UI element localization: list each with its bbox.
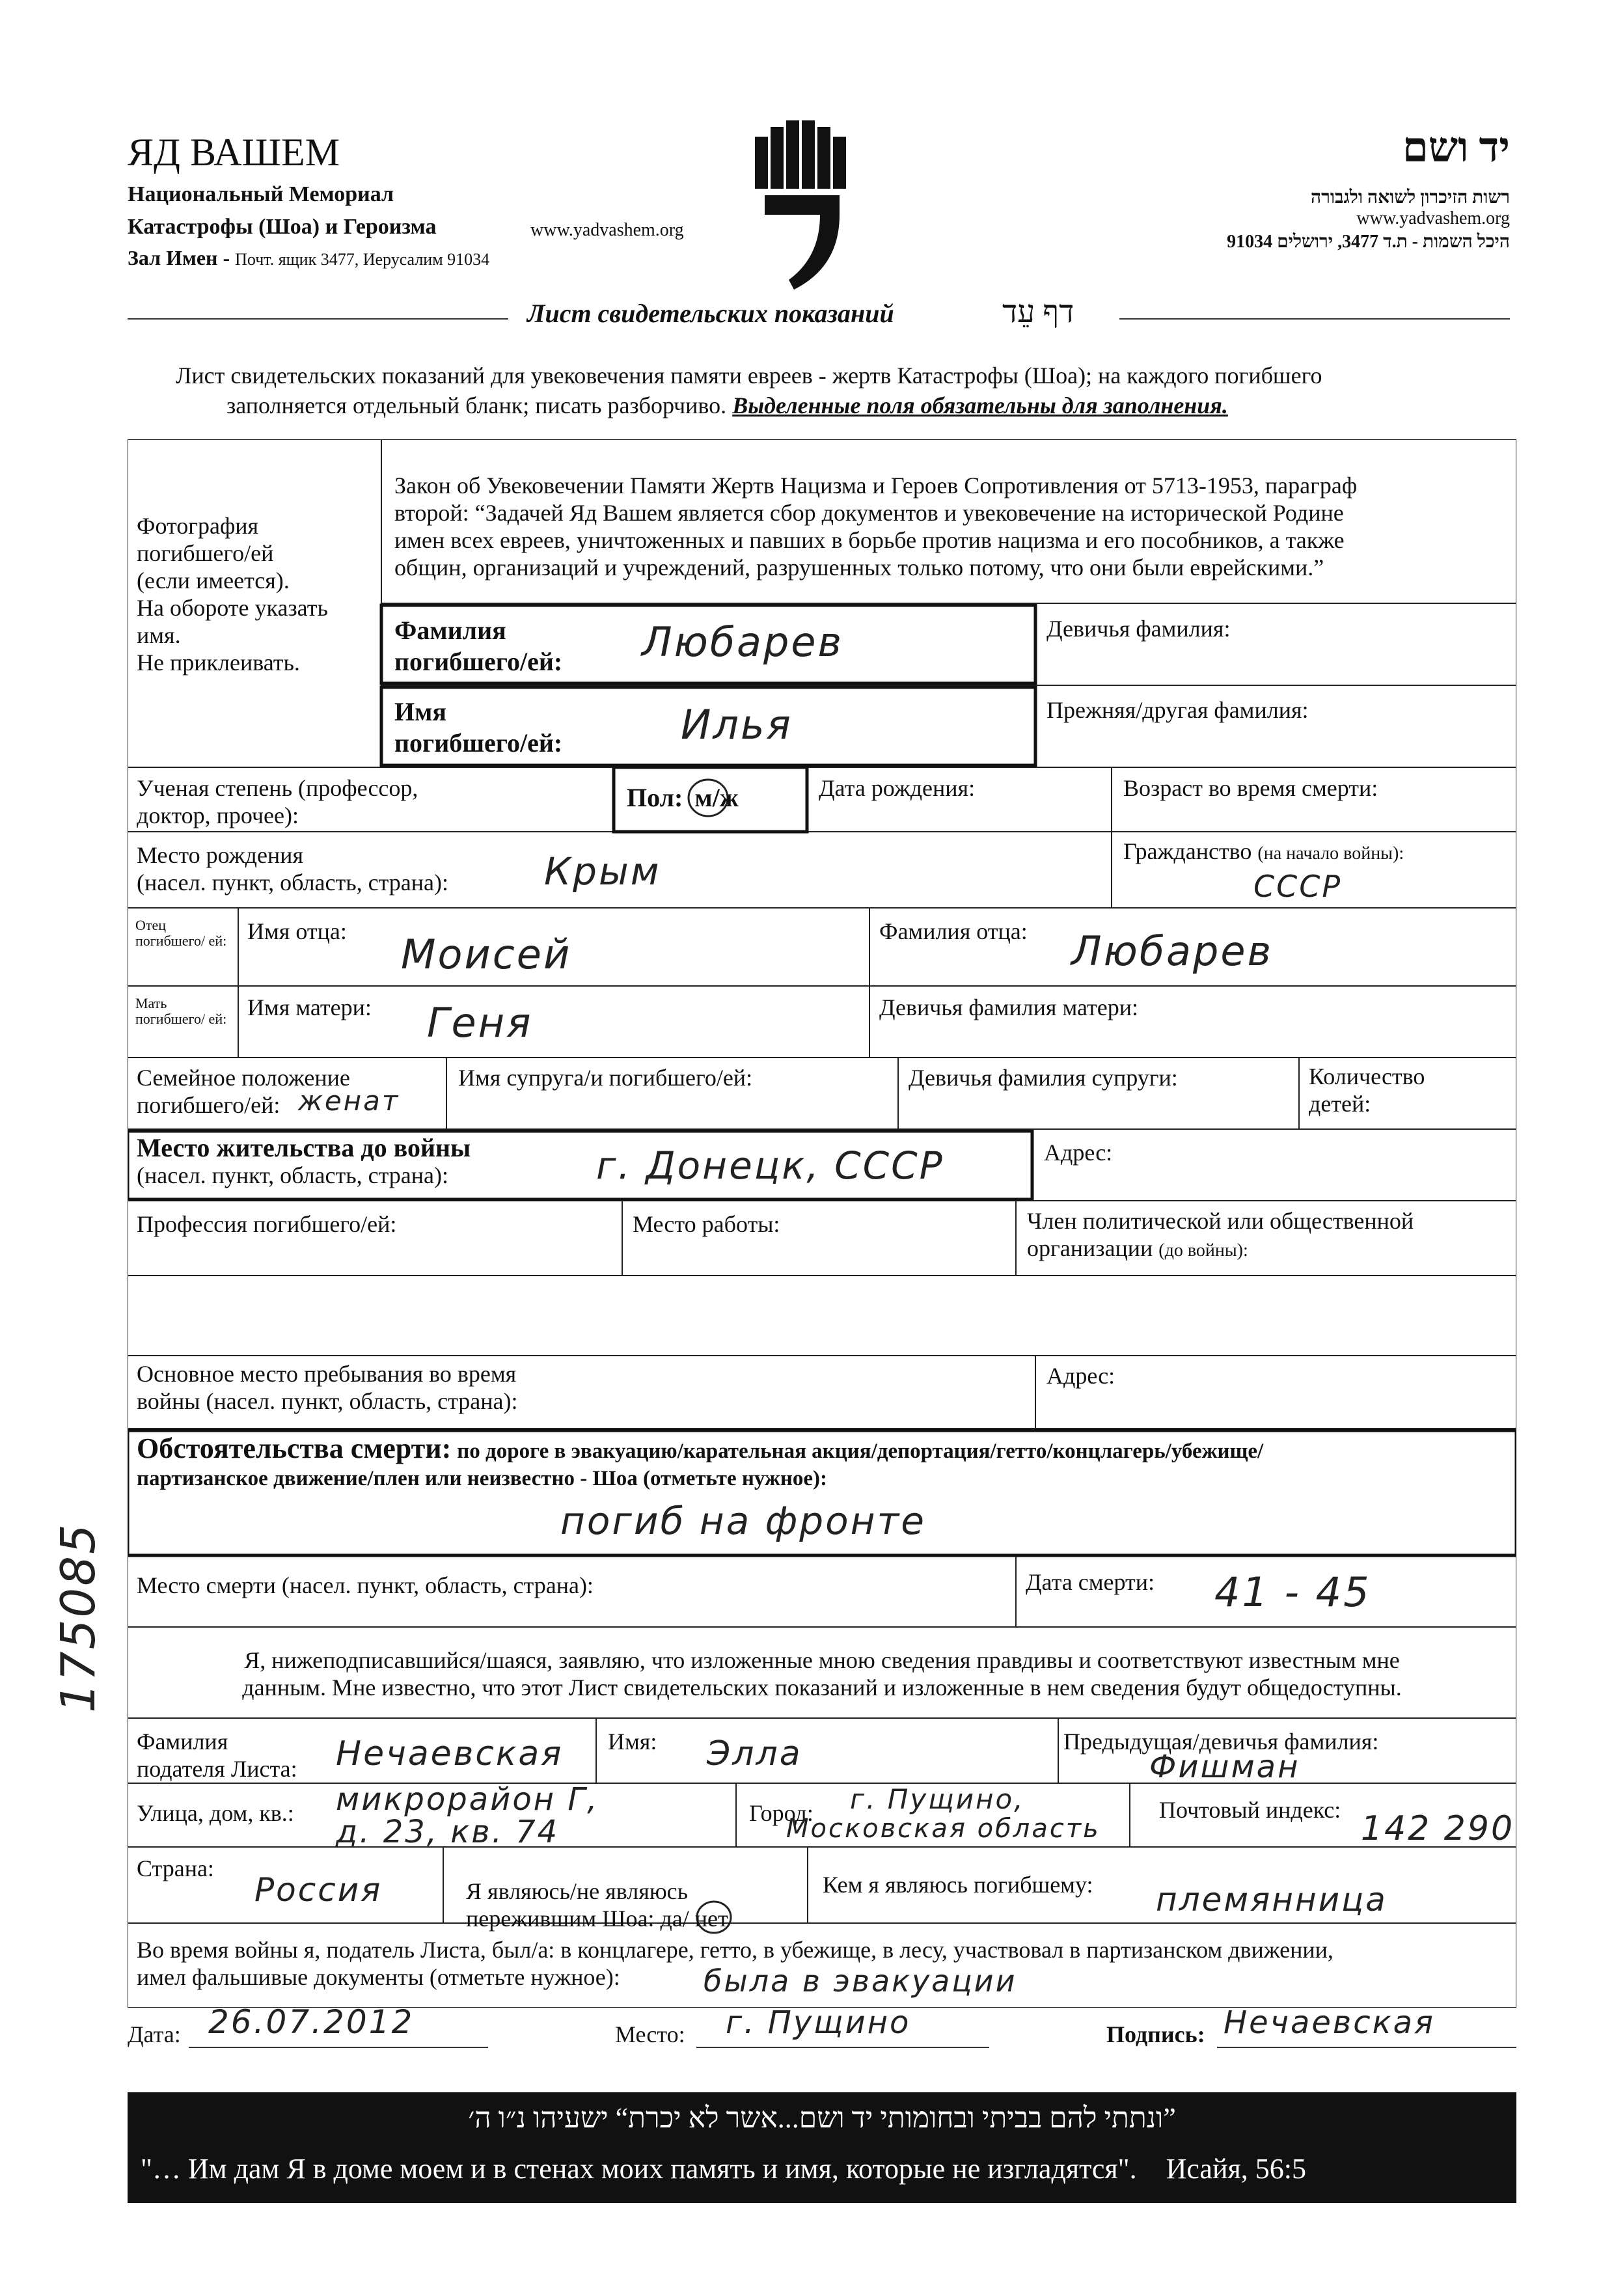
law-line-3: имен всех евреев, уничтоженных и павших в борьбе против нацизма и его пособников, а также [394,527,1345,553]
country-label: Страна: [137,1855,214,1881]
membership-label-2: организации [1027,1235,1153,1261]
org-name-ru: ЯД ВАШЕМ [128,131,340,174]
street-value-1[interactable]: микрорайон Г, [336,1781,599,1818]
first-name-value[interactable]: Илья [681,701,793,748]
place-underline [696,2047,989,2048]
city-label: Город: [749,1800,814,1826]
place-value[interactable]: г. Пущино [726,2004,911,2041]
street-value-2[interactable]: д. 23, кв. 74 [336,1814,560,1850]
submitter-prev-label: Предыдущая/девичья фамилия: [1063,1729,1379,1755]
photo-note-3: (если имеется). [137,567,290,594]
spouse-name-label: Имя супруга/и погибшего/ей: [458,1065,753,1091]
gender-label: Пол: [627,783,683,812]
law-line-4: общин, организаций и учреждений, разрушенных только потому, что они были еврейскими.” [394,554,1324,581]
wartime-place-label-2: войны (насел. пункт, область, страна): [137,1388,518,1414]
birthplace-label-1: Место рождения [137,842,304,868]
wartime-place-label-1: Основное место пребывания во время [137,1361,517,1387]
circumstances-options-2: партизанское движение/плен или неизвестно - Шоа (отметьте нужное): [137,1467,827,1490]
degree-label [137,774,418,829]
birthplace-value[interactable]: Крым [544,849,661,894]
profession-label: Профессия погибшего/ей: [137,1211,397,1237]
authority-he: רשות הזיכרון לשואה ולגבורה [1310,187,1510,208]
submitter-name-value[interactable]: Элла [707,1734,802,1773]
memorial-line2: Катастрофы (Шоа) и Героизма [128,215,437,239]
submitter-surname-label [137,1728,297,1783]
intro-line1: Лист свидетельских показаний для увековечения памяти евреев - жертв Катастрофы (Шоа); на каждого погибшего [176,362,1322,389]
photo-note-1: Фотография [137,513,259,539]
surname-value[interactable]: Любарев [642,618,844,666]
mother-name-value[interactable]: Геня [427,999,533,1046]
birthplace-label-2: (насел. пункт, область, страна): [137,869,449,895]
marital-label-1: Семейное положение [137,1065,350,1091]
mother-name-label: Имя матери: [247,994,372,1020]
death-place-label: Место смерти (насел. пункт, область, страна): [137,1572,594,1598]
marital-label-2: погибшего/ей: [137,1092,280,1118]
country-value[interactable]: Россия [254,1871,383,1909]
required-note: Выделенные поля обязательны для заполнения. [732,392,1228,418]
citizenship-label-text: Гражданство [1123,838,1252,864]
father-side-label: Отец погибшего/ ей: [135,917,227,949]
survivor-label-1: Я являюсь/не являюсь [466,1878,689,1904]
hall-line [128,246,489,270]
survivor-no[interactable]: / нет [682,1906,728,1932]
submitter-surname-label-1: Фамилия [137,1729,228,1755]
prewar-residence-label-1: Место жительства до войны [137,1133,471,1162]
degree-label-2: доктор, прочее): [137,802,299,828]
children-label [1309,1063,1425,1117]
sign-value[interactable]: Нечаевская [1224,2004,1435,2041]
submitter-surname-label-2: подателя Листа: [137,1756,297,1782]
photo-note-6: Не приклеивать. [137,649,300,676]
wartime-place-label [137,1360,518,1415]
law-line-1: Закон об Увековечении Памяти Жертв Нацизма и Героев Сопротивления от 5713-1953, параграф [394,472,1358,499]
menorah-logo [748,117,859,293]
surname-label [394,615,562,677]
membership-note: (до войны): [1158,1240,1248,1261]
declaration-line-1: Я, нижеподписавшийся/шаяся, заявляю, что изложенные мною сведения правдивы и соответствуют известным мне [244,1647,1400,1673]
death-date-value[interactable]: 41 - 45 [1214,1568,1371,1616]
photo-note-2: погибшего/ей [137,540,274,566]
gender-m[interactable]: м [694,783,713,812]
law-text [394,472,1357,581]
footer-ru [141,2152,1306,2185]
first-name-label-1: Имя [394,697,446,726]
form-title: Лист свидетельских показаний [527,299,894,328]
website: www.yadvashem.org [530,220,684,240]
mother-maiden-label: Девичья фамилия матери: [879,994,1139,1020]
wartime-self-value[interactable]: была в эвакуации [704,1963,1017,1999]
survivor-label[interactable] [466,1878,728,1932]
sign-label: Подпись: [1106,2021,1205,2047]
wartime-self-line-1: Во время войны я, податель Листа, был/а: в концлагере, гетто, в убежище, в лесу, участвовал в партизанском движении, [137,1937,1334,1963]
submitter-name-label: Имя: [608,1729,657,1755]
father-name-value[interactable]: Моисей [401,931,572,978]
membership-label [1027,1207,1414,1264]
circumstances-options-1: по дороге в эвакуацию/карательная акция/депортация/гетто/концлагерь/убежище/ [457,1440,1264,1463]
gender-f[interactable]: ж [719,783,739,812]
workplace-label: Место работы: [633,1211,780,1237]
website-he: www.yadvashem.org [1356,208,1510,228]
prev-surname-label: Прежняя/другая фамилия: [1046,697,1309,723]
submitter-prev-value[interactable]: Фишман [1149,1749,1300,1785]
photo-note [137,512,328,676]
father-surname-label: Фамилия отца: [879,918,1028,944]
maiden-name-label: Девичья фамилия: [1046,616,1231,642]
footer-he: ”ונתתי להם בביתי ובחומותי יד ושם...אשר לא יכרת“ ישעיהו נ״ו ה׳ [468,2102,1176,2134]
relation-label: Кем я являюсь погибшему: [823,1872,1093,1898]
circumstances-label [137,1432,1264,1492]
citizenship-note: (на начало войны): [1257,843,1404,864]
photo-note-4: На обороте указать [137,595,328,621]
marital-value[interactable]: женат [298,1085,400,1117]
birthplace-label [137,841,448,896]
spouse-maiden-label: Девичья фамилия супруги: [909,1065,1178,1091]
circumstances-value[interactable]: погиб на фронте [560,1499,926,1543]
gender-field[interactable] [627,784,739,812]
hall-label: Зал Имен - [128,246,230,269]
wartime-self-line-2: имел фальшивые документы (отметьте нужное): [137,1964,620,1990]
first-name-label [394,696,562,759]
gender-sep: / [712,783,720,812]
citizenship-label [1123,838,1404,868]
footer-banner [128,2092,1516,2203]
mother-side-label: Мать погибшего/ ей: [135,995,227,1027]
submitter-surname-value[interactable]: Нечаевская [336,1734,564,1773]
prewar-residence-label-2: (насел. пункт, область, страна): [137,1162,449,1188]
form-title-he: דף עֵד [1002,295,1074,329]
city-value-2[interactable]: Московская область [786,1814,1101,1844]
postal-label: Почтовый индекс: [1159,1797,1341,1823]
hall-he: היכל השמות - ת.ד 3477, ירושלים 91034 [1227,232,1510,252]
wartime-address-label: Адрес: [1046,1363,1115,1389]
place-label: Место: [615,2021,685,2047]
death-date-label: Дата смерти: [1026,1569,1155,1595]
postal-value[interactable]: 142 290 [1361,1809,1515,1848]
prewar-address-label: Адрес: [1044,1140,1113,1166]
photo-note-5: имя. [137,622,181,648]
memorial-line1: Национальный Мемориал [128,182,394,206]
relation-value[interactable]: племянница [1156,1881,1388,1919]
first-name-label-2: погибшего/ей: [394,728,563,758]
intro-line2-text: заполняется отдельный бланк; писать разборчиво. [226,392,727,418]
org-name-he: יד ושם [1402,124,1510,171]
father-surname-value[interactable]: Любарев [1071,927,1274,975]
margin-number: 175085 [51,1522,105,1713]
survivor-yes[interactable]: да [660,1906,683,1932]
sign-underline [1217,2047,1516,2048]
date-value[interactable]: 26.07.2012 [208,2003,415,2041]
prewar-residence-label [137,1134,471,1189]
street-label: Улица, дом, кв.: [137,1800,294,1826]
law-line-2: второй: “Задачей Яд Вашем является сбор документов и увековечение на исторической Родине [394,500,1344,526]
children-label-1: Количество [1309,1063,1425,1089]
father-name-label: Имя отца: [247,918,347,944]
date-label: Дата: [128,2021,181,2047]
degree-label-1: Ученая степень (профессор, [137,775,418,801]
surname-label-2: погибшего/ей: [394,647,563,676]
declaration-line-2: данным. Мне известно, что этот Лист свидетельских показаний и изложенные в нем сведения будут общедоступны. [242,1674,1402,1701]
title-rule-right [1119,318,1510,320]
age-at-death-label: Возраст во время смерти: [1123,775,1378,801]
city-value-1[interactable]: г. Пущино, [850,1783,1025,1815]
form-grid [128,439,1516,2008]
date-underline [189,2047,488,2048]
birth-date-label: Дата рождения: [819,775,976,801]
prewar-residence-value[interactable]: г. Донецк, СССР [596,1143,944,1188]
survivor-label-2: пережившим Шоа: [466,1906,655,1932]
hall-address: Почт. ящик 3477, Иерусалим 91034 [235,250,490,269]
intro-line2 [226,392,1228,419]
declaration [128,1647,1516,1701]
title-rule-left [128,318,508,320]
children-label-2: детей: [1309,1091,1371,1117]
citizenship-value[interactable]: СССР [1253,869,1343,904]
circumstances-title: Обстоятельства смерти: [137,1432,452,1464]
surname-label-1: Фамилия [394,616,506,645]
footer-ru-text: "… Им дам Я в доме моем и в стенах моих память и имя, которые не изгладятся". [141,2153,1137,2185]
membership-label-1: Член политической или общественной [1027,1208,1414,1234]
footer-ref: Исайя, 56:5 [1166,2153,1306,2185]
